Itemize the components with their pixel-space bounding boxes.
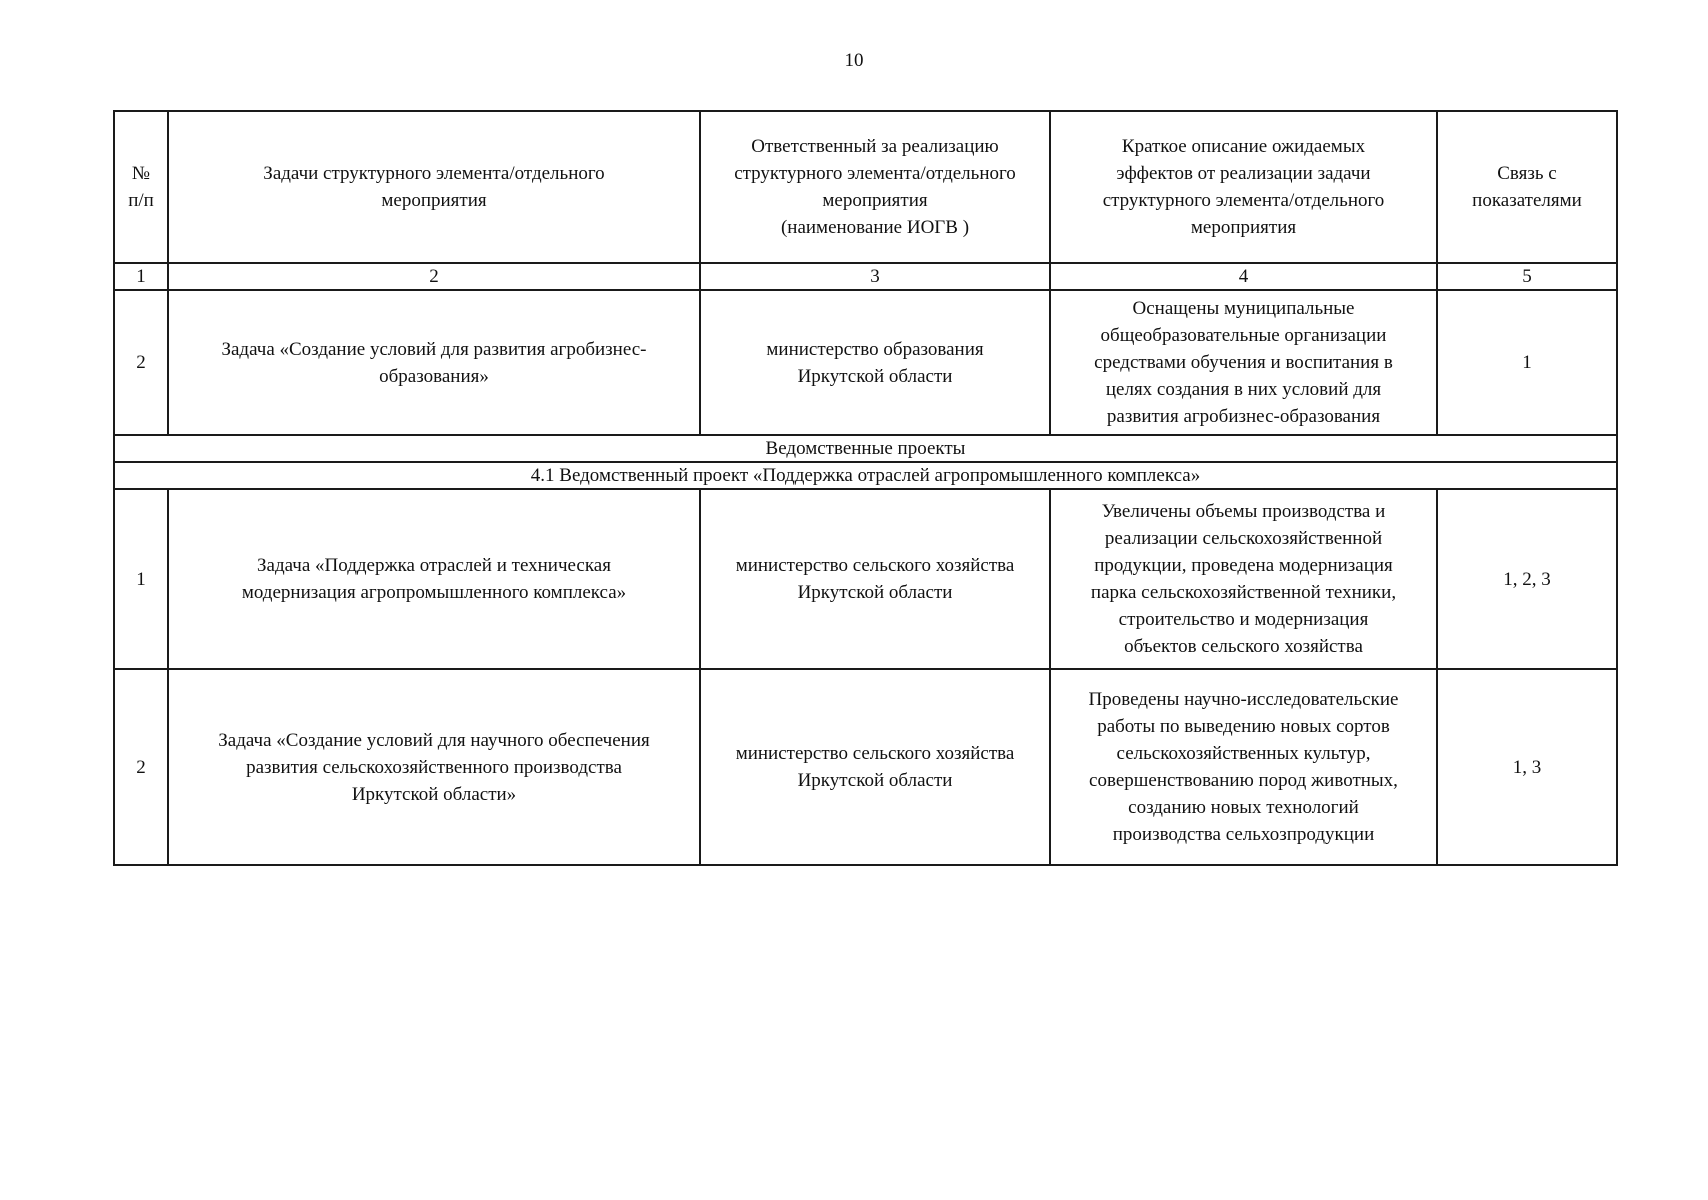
responsible-text: министерство образования Иркутской области bbox=[766, 338, 984, 387]
effects-cell bbox=[1050, 669, 1437, 865]
section-title: Ведомственные проекты bbox=[114, 435, 1617, 462]
indicators-cell: 1 bbox=[1437, 290, 1617, 435]
column-number: 3 bbox=[700, 263, 1050, 290]
indicators-cell: 1, 3 bbox=[1437, 669, 1617, 865]
responsible-text: министерство сельского хозяйства Иркутской области bbox=[735, 555, 1015, 603]
column-number: 1 bbox=[114, 263, 168, 290]
section-row bbox=[114, 435, 1617, 462]
table-row bbox=[114, 489, 1617, 669]
header-responsible: Ответственный за реализацию структурного элемента/отдельного мероприятия (наименование ИОГВ ) bbox=[734, 136, 1016, 238]
header-cell bbox=[168, 111, 700, 263]
responsible-cell bbox=[700, 669, 1050, 865]
column-number: 4 bbox=[1050, 263, 1437, 290]
effects-text: Проведены научно-исследовательские работы по выведению новых сортов сельскохозяйственных культур, совершенствованию пород животных, созданию новых технологий производства сельхозпродукции bbox=[1088, 689, 1399, 845]
row-number: 2 bbox=[114, 669, 168, 865]
task-text: Задача «Создание условий для развития агробизнес- образования» bbox=[221, 338, 647, 387]
effects-cell bbox=[1050, 290, 1437, 435]
task-cell bbox=[168, 669, 700, 865]
row-number: 1 bbox=[114, 489, 168, 669]
header-effects: Краткое описание ожидаемых эффектов от реализации задачи структурного элемента/отдельного мероприятия bbox=[1102, 136, 1385, 238]
task-cell bbox=[168, 489, 700, 669]
header-cell bbox=[1050, 111, 1437, 263]
header-cell bbox=[114, 111, 168, 263]
task-text: Задача «Создание условий для научного обеспечения развития сельскохозяйственного производства Иркутской области» bbox=[218, 729, 650, 805]
tasks-table bbox=[113, 110, 1618, 866]
column-number-row bbox=[114, 263, 1617, 290]
header-number: № п/п bbox=[128, 163, 154, 211]
column-number: 5 bbox=[1437, 263, 1617, 290]
responsible-text: министерство сельского хозяйства Иркутской области bbox=[735, 743, 1015, 791]
header-cell bbox=[700, 111, 1050, 263]
page-number: 10 bbox=[844, 50, 864, 71]
column-number: 2 bbox=[168, 263, 700, 290]
task-text: Задача «Поддержка отраслей и техническая модернизация агропромышленного комплекса» bbox=[241, 555, 627, 603]
task-cell bbox=[168, 290, 700, 435]
effects-cell bbox=[1050, 489, 1437, 669]
row-number: 2 bbox=[114, 290, 168, 435]
header-indicators: Связь с показателями bbox=[1472, 163, 1582, 211]
table-row bbox=[114, 290, 1617, 435]
indicators-cell: 1, 2, 3 bbox=[1437, 489, 1617, 669]
table-row bbox=[114, 669, 1617, 865]
effects-text: Увеличены объемы производства и реализации сельскохозяйственной продукции, проведена модернизация парка сельскохозяйственной техники, строительство и модернизация объектов сельского хозяйства bbox=[1090, 501, 1397, 657]
responsible-cell bbox=[700, 489, 1050, 669]
subsection-row bbox=[114, 462, 1617, 489]
effects-text: Оснащены муниципальные общеобразовательные организации средствами обучения и воспитания в целях создания в них условий для развития агробизнес-образования bbox=[1094, 298, 1393, 427]
table-header-row bbox=[114, 111, 1617, 263]
subsection-title: 4.1 Ведомственный проект «Поддержка отраслей агропромышленного комплекса» bbox=[114, 462, 1617, 489]
responsible-cell bbox=[700, 290, 1050, 435]
header-tasks: Задачи структурного элемента/отдельного мероприятия bbox=[263, 163, 605, 211]
header-cell bbox=[1437, 111, 1617, 263]
